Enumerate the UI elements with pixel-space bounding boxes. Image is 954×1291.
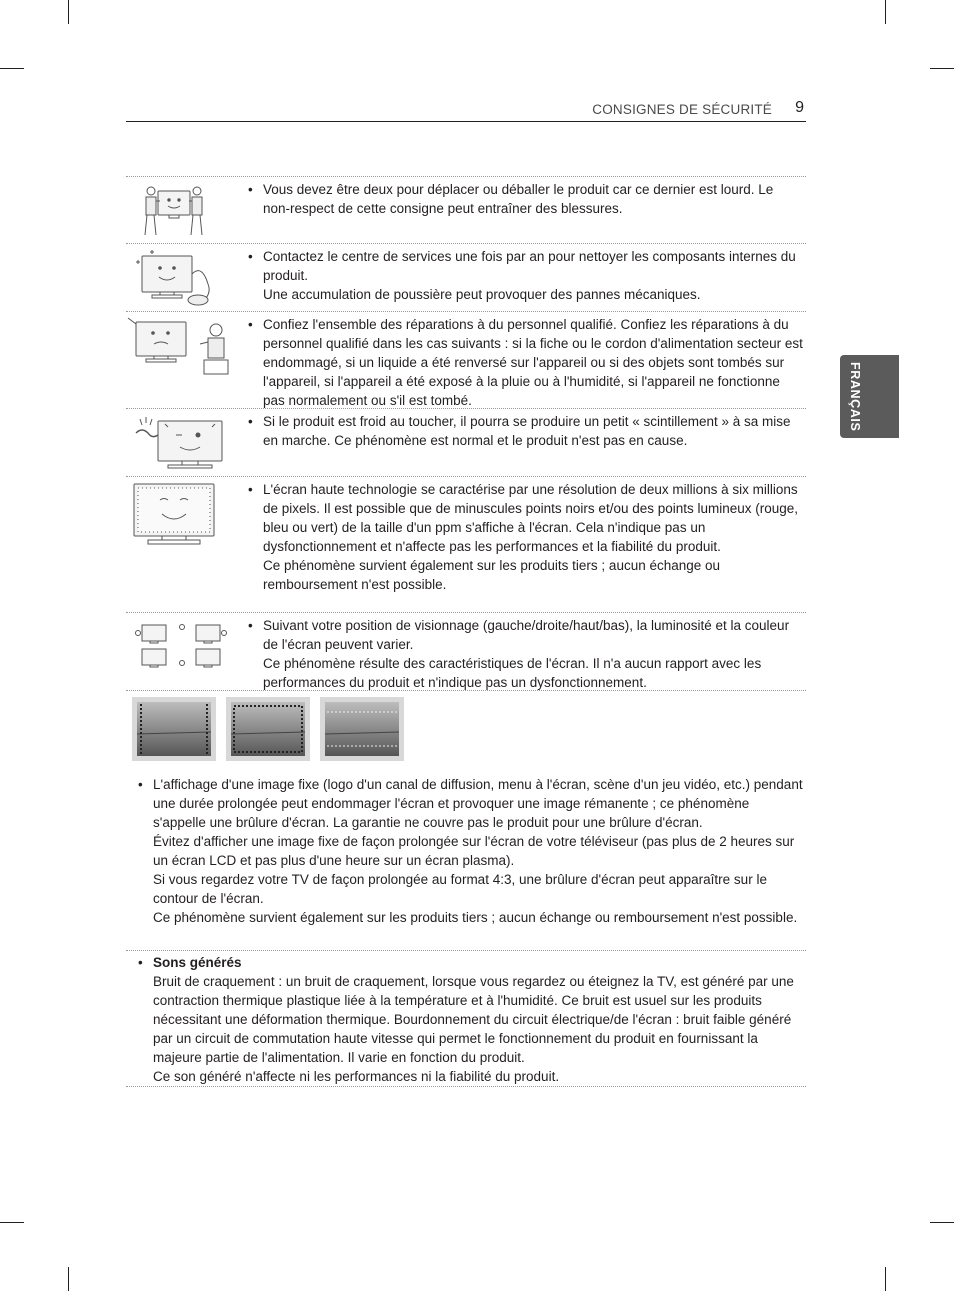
crop-mark (68, 1267, 69, 1291)
burn-in-thumbnail (226, 697, 310, 761)
list-item (126, 311, 806, 409)
list-end-divider (126, 1086, 806, 1087)
tv-pixel-dots-icon (132, 480, 218, 550)
list-item-sounds (126, 950, 806, 1087)
tv-cold-flicker-icon (130, 413, 230, 473)
list-item (126, 243, 806, 312)
item-line: Évitez d'afficher une image fixe de façon prolongée sur l'écran de votre téléviseur (pas plus de 2 heures sur un écran LCD et pas plus d'une heure sur un écran plasma). (153, 834, 795, 868)
item-line: Suivant votre position de visionnage (gauche/droite/haut/bas), la luminosité et la couleur de l'écran peuvent varier. (263, 618, 790, 652)
item-text (248, 247, 804, 304)
bullet: • (248, 482, 253, 497)
bullet: • (248, 249, 253, 264)
crop-mark (68, 0, 69, 24)
crop-mark (930, 68, 954, 69)
item-line: Une accumulation de poussière peut provoquer des pannes mécaniques. (263, 287, 701, 302)
item-line: Ce phénomène résulte des caractéristiques de l'écran. Il n'a aucun rapport avec les performances du produit et n'indique pas un dysfonctionnement. (263, 656, 762, 690)
language-tab (840, 355, 899, 438)
bullet: • (248, 182, 253, 197)
item-line: Si vous regardez votre TV de façon prolongée au format 4:3, une brûlure d'écran peut apparaître sur le contour de l'écran. (153, 872, 767, 906)
section-title: CONSIGNES DE SÉCURITÉ (592, 102, 772, 117)
bullet: • (248, 414, 253, 429)
item-line: Ce phénomène survient également sur les produits tiers ; aucun échange ou remboursement n'est possible. (153, 910, 798, 925)
item-title: Sons générés (153, 955, 242, 970)
bullet: • (138, 777, 143, 792)
item-text (248, 180, 804, 218)
burn-in-thumbnail (320, 697, 404, 761)
tv-technician-icon (126, 314, 238, 380)
crop-mark (0, 68, 24, 69)
item-text (248, 480, 804, 594)
item-text (248, 412, 804, 450)
bullet: • (248, 618, 253, 633)
item-line: Vous devez être deux pour déplacer ou déballer le produit car ce dernier est lourd. Le non-respect de cette consigne peut entraîner des blessures. (263, 182, 774, 216)
item-text (248, 315, 804, 410)
list-item (126, 176, 806, 244)
list-item (126, 476, 806, 613)
list-item (126, 408, 806, 477)
bullet: • (248, 317, 253, 332)
crop-mark (0, 1222, 24, 1223)
item-text (248, 616, 804, 692)
bullet: • (138, 955, 143, 970)
item-line: Ce son généré n'affecte ni les performances ni la fiabilité du produit. (153, 1069, 560, 1084)
item-line: Si le produit est froid au toucher, il pourra se produire un petit « scintillement » à sa mise en marche. Ce phénomène est normal et le produit n'est pas en cause. (263, 414, 791, 448)
item-line: Bruit de craquement : un bruit de craquement, lorsque vous regardez ou éteignez la TV, est généré par une contraction thermique plastique liée à la température et à l'humidité. Ce bruit est usuel sur les produits nécessitant une déformation thermique. Bourdonnement du circuit électrique/de l'écran : bruit faible généré par un circuit de commutation haute vitesse qui permet le fonctionnement du produit en fournissant la majeure partie de l'alimentation. Il varie en fonction du produit. (153, 974, 794, 1065)
item-text (138, 953, 804, 1086)
tv-vacuum-cleaner-icon (132, 248, 218, 308)
item-line: L'écran haute technologie se caractérise par une résolution de deux millions à six millions de pixels. Il est possible que de minuscules points noirs et/ou des points lumineux (rouge, bleu ou vert) de la taille d'un ppm s'affiche à l'écran. Cela n'indique pas un dysfonctionnement et n'affecte pas les performances et la fiabilité du produit. (263, 482, 799, 554)
item-line: L'affichage d'une image fixe (logo d'un canal de diffusion, menu à l'écran, scène d'un jeu vidéo, etc.) pendant une durée prolongée peut endommager l'écran et provoquer une image rémanente ; ce phénomène s'appelle une brûlure d'écran. La garantie ne couvre pas le produit pour une brûlure d'écran. (153, 777, 803, 830)
burn-in-thumbnail (132, 697, 216, 761)
crop-mark (885, 1267, 886, 1291)
language-label: FRANÇAIS (848, 362, 862, 432)
list-item (126, 612, 806, 691)
tv-viewing-angles-icon (134, 621, 228, 669)
crop-mark (885, 0, 886, 24)
item-line: Contactez le centre de services une fois par an pour nettoyer les composants internes du produit. (263, 249, 796, 283)
item-line: Confiez l'ensemble des réparations à du personnel qualifié. Confiez les réparations à du personnel qualifié dans les cas suivants : si la fiche ou le cordon d'alimentation secteur est endommagé, si un liquide a été renversé sur l'appareil ou si des objets sont tombés sur l'appareil, si l'appareil a été exposé à la pluie ou à l'humidité, si l'appareil ne fonctionne pas normalement ou s'il est tombé. (263, 317, 803, 408)
two-people-carrying-tv-icon (132, 183, 212, 239)
item-line: Ce phénomène survient également sur les produits tiers ; aucun échange ou remboursement n'est possible. (263, 558, 721, 592)
list-item-burn-in (126, 690, 806, 951)
crop-mark (930, 1222, 954, 1223)
page-number: 9 (795, 99, 804, 116)
item-text (138, 775, 804, 927)
page-header (126, 99, 806, 122)
